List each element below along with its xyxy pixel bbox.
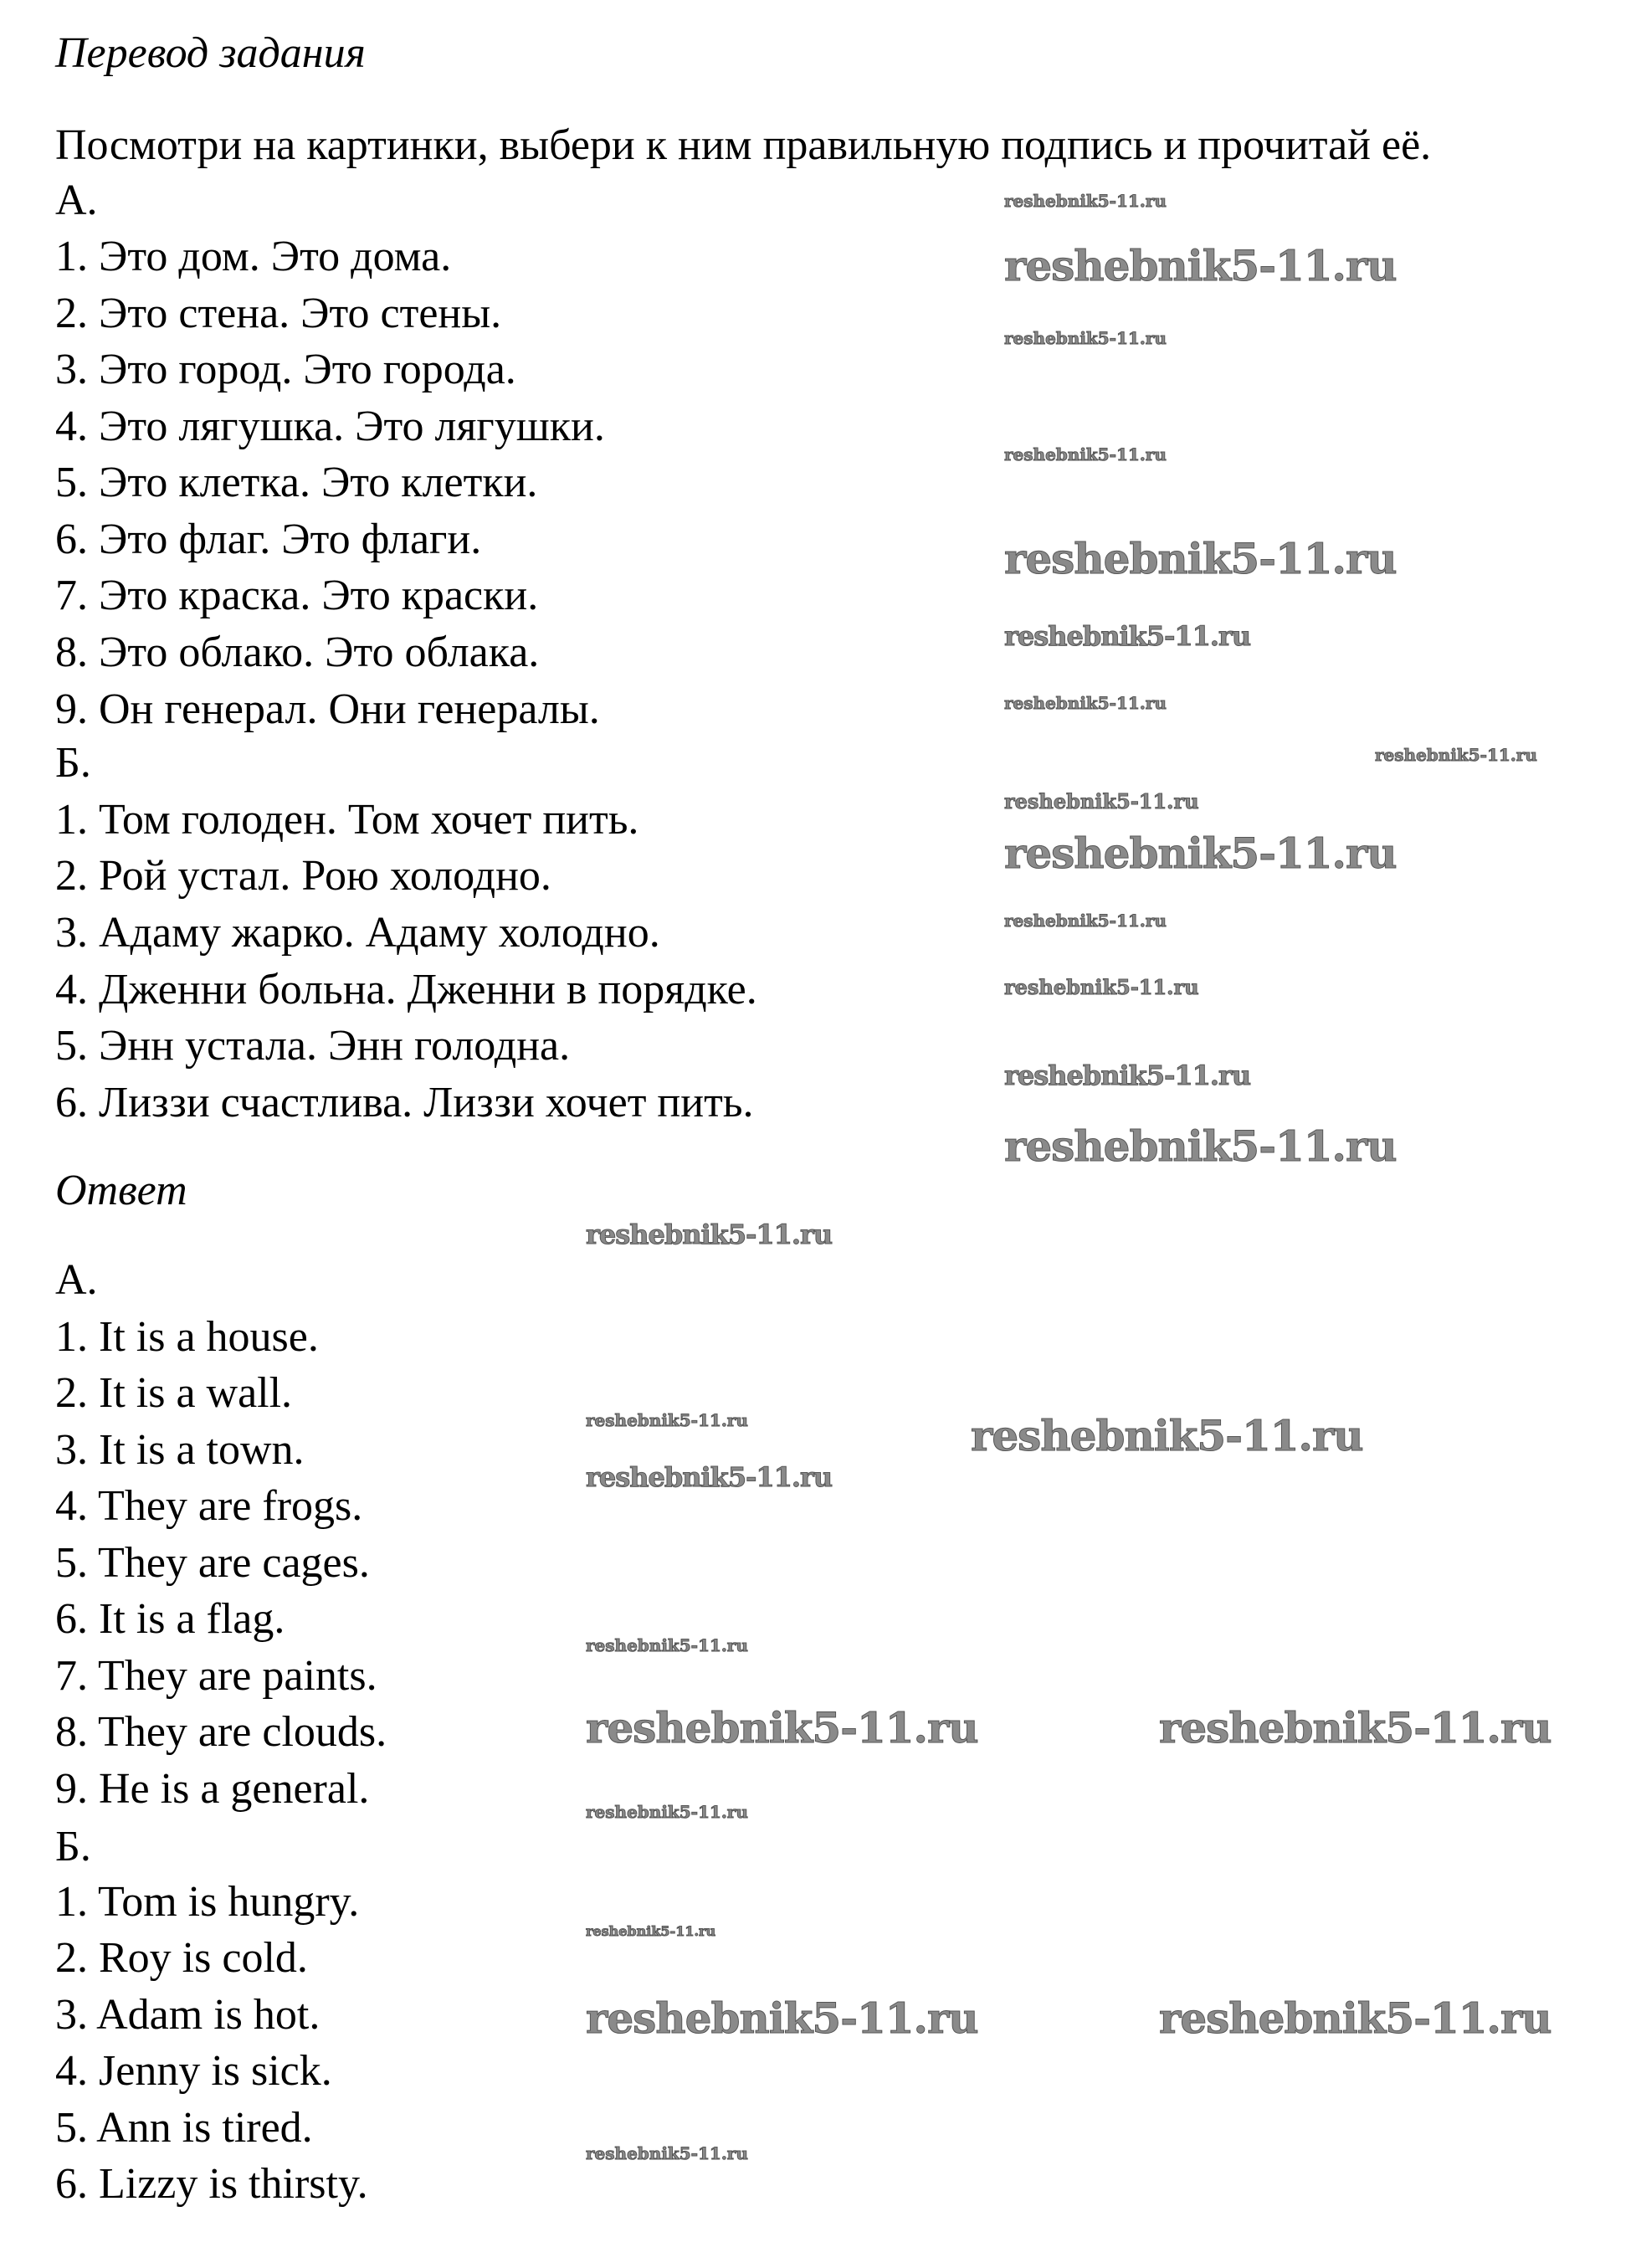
watermark: reshebnik5-11.ru	[1004, 1060, 1251, 1091]
answer-a-item: 8. They are clouds.	[55, 1708, 387, 1756]
task-section-b-label: Б.	[55, 739, 91, 787]
watermark: reshebnik5-11.ru	[1004, 975, 1199, 999]
task-b-item: 5. Энн устала. Энн голодна.	[55, 1022, 571, 1070]
watermark: reshebnik5-11.ru	[586, 1802, 748, 1822]
watermark: reshebnik5-11.ru	[586, 1219, 833, 1250]
task-b-item: 2. Рой устал. Рою холодно.	[55, 852, 551, 900]
answer-b-item: 6. Lizzy is thirsty.	[55, 2160, 368, 2208]
answer-a-item: 1. It is a house.	[55, 1313, 319, 1361]
watermark: reshebnik5-11.ru	[1159, 1703, 1551, 1752]
watermark: reshebnik5-11.ru	[586, 1635, 748, 1655]
answer-a-item: 2. It is a wall.	[55, 1369, 293, 1417]
answer-heading: Ответ	[55, 1167, 187, 1214]
watermark: reshebnik5-11.ru	[1004, 829, 1397, 878]
task-a-item: 8. Это облако. Это облака.	[55, 629, 540, 676]
task-a-item: 7. Это краска. Это краски.	[55, 572, 539, 619]
watermark: reshebnik5-11.ru	[1004, 444, 1167, 464]
task-a-item: 3. Это город. Это города.	[55, 346, 516, 393]
task-b-item: 1. Том голоден. Том хочет пить.	[55, 796, 639, 844]
watermark: reshebnik5-11.ru	[1004, 911, 1167, 931]
watermark: reshebnik5-11.ru	[586, 1993, 978, 2043]
answer-a-item: 6. It is a flag.	[55, 1595, 285, 1643]
watermark: reshebnik5-11.ru	[1375, 745, 1537, 765]
answer-section-b-label: Б.	[55, 1823, 91, 1870]
instruction: Посмотри на картинки, выбери к ним правильную подпись и прочитай её.	[55, 121, 1432, 169]
task-a-item: 6. Это флаг. Это флаги.	[55, 516, 482, 563]
task-b-item: 4. Дженни больна. Дженни в порядке.	[55, 966, 757, 1013]
watermark: reshebnik5-11.ru	[586, 1410, 748, 1430]
watermark: reshebnik5-11.ru	[586, 1461, 833, 1493]
watermark: reshebnik5-11.ru	[586, 1923, 716, 1939]
task-a-item: 1. Это дом. Это дома.	[55, 233, 452, 280]
watermark: reshebnik5-11.ru	[1004, 693, 1167, 713]
answer-section-a-label: А.	[55, 1256, 98, 1304]
answer-a-item: 5. They are cages.	[55, 1539, 370, 1587]
heading: Перевод задания	[55, 29, 366, 77]
watermark: reshebnik5-11.ru	[1004, 1121, 1397, 1171]
answer-b-item: 2. Roy is cold.	[55, 1934, 308, 1982]
watermark: reshebnik5-11.ru	[1004, 328, 1167, 348]
answer-a-item: 3. It is a town.	[55, 1426, 305, 1474]
task-b-item: 3. Адаму жарко. Адаму холодно.	[55, 909, 660, 957]
answer-a-item: 4. They are frogs.	[55, 1482, 363, 1530]
watermark: reshebnik5-11.ru	[586, 2143, 748, 2163]
answer-b-item: 1. Tom is hungry.	[55, 1878, 360, 1926]
watermark: reshebnik5-11.ru	[586, 1703, 978, 1752]
watermark: reshebnik5-11.ru	[1004, 620, 1251, 652]
answer-b-item: 4. Jenny is sick.	[55, 2047, 332, 2095]
answer-a-item: 7. They are paints.	[55, 1652, 377, 1700]
task-b-item: 6. Лиззи счастлива. Лиззи хочет пить.	[55, 1079, 754, 1126]
watermark: reshebnik5-11.ru	[971, 1411, 1363, 1460]
answer-b-item: 3. Adam is hot.	[55, 1991, 321, 2039]
answer-a-item: 9. He is a general.	[55, 1765, 370, 1813]
task-section-a-label: А.	[55, 177, 98, 224]
task-a-item: 4. Это лягушка. Это лягушки.	[55, 403, 605, 450]
task-a-item: 5. Это клетка. Это клетки.	[55, 459, 538, 506]
watermark: reshebnik5-11.ru	[1004, 191, 1167, 211]
task-a-item: 2. Это стена. Это стены.	[55, 290, 502, 337]
watermark: reshebnik5-11.ru	[1004, 534, 1397, 583]
task-a-item: 9. Он генерал. Они генералы.	[55, 685, 600, 733]
watermark: reshebnik5-11.ru	[1004, 241, 1397, 290]
answer-b-item: 5. Ann is tired.	[55, 2104, 313, 2152]
watermark: reshebnik5-11.ru	[1159, 1993, 1551, 2043]
watermark: reshebnik5-11.ru	[1004, 789, 1199, 813]
